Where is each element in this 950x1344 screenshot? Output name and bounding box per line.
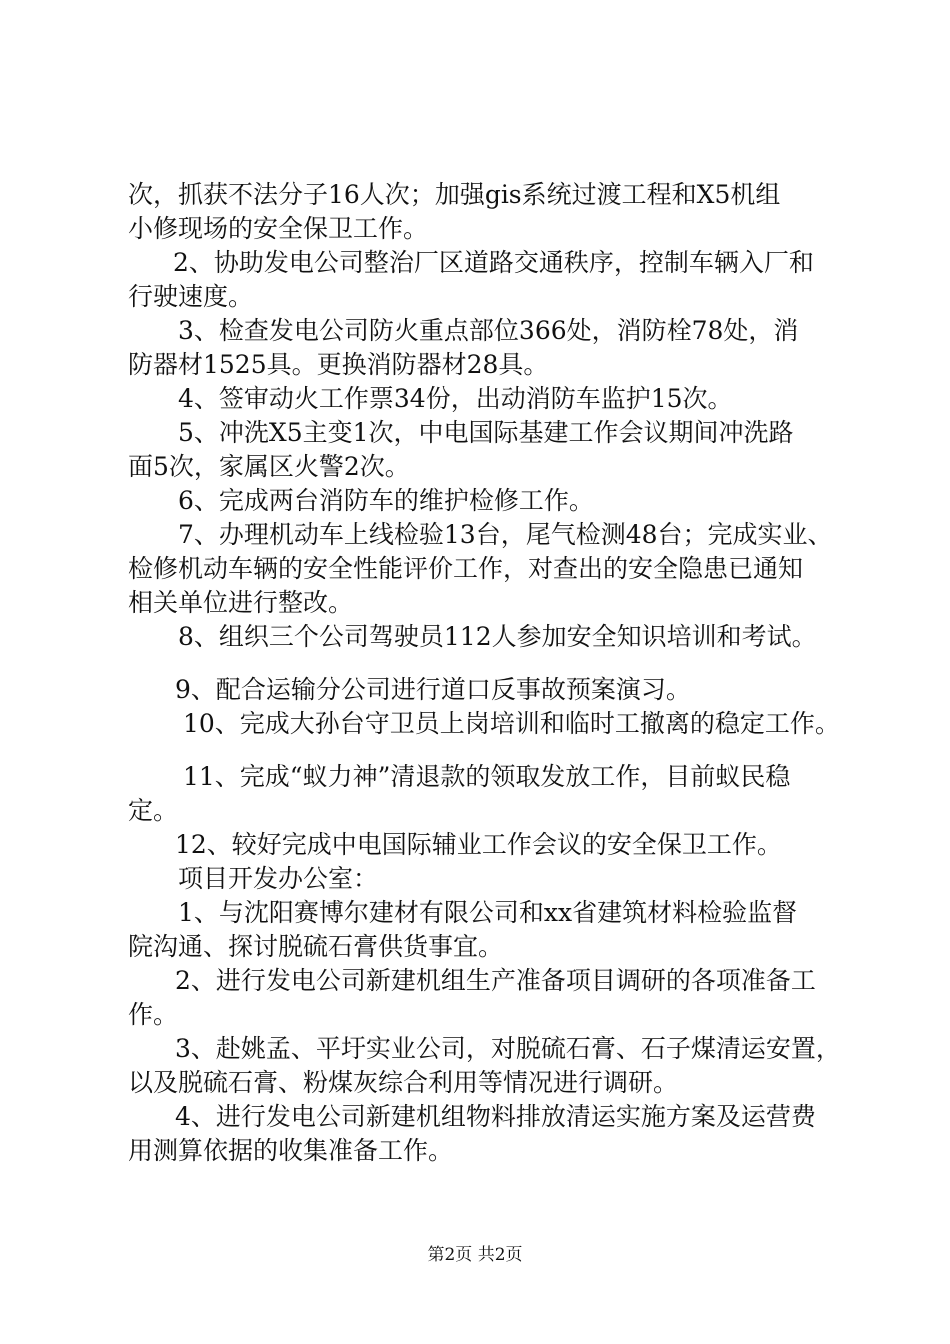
body-line: 防器材1525具。更换消防器材28具。 [128,350,549,379]
body-line: 1、与沈阳赛博尔建材有限公司和xx省建筑材料检验监督 [178,898,798,927]
body-line: 以及脱硫石膏、粉煤灰综合利用等情况进行调研。 [128,1068,679,1097]
page-number: 第2页 共2页 [427,1245,523,1265]
body-line: 相关单位进行整改。 [128,588,354,617]
body-line: 7、办理机动车上线检验13台，尾气检测48台；完成实业、 [178,520,833,549]
body-line: 2、进行发电公司新建机组生产准备项目调研的各项准备工 [175,966,816,995]
section-heading: 项目开发办公室： [178,864,379,893]
body-line: 作。 [128,1000,179,1029]
body-line: 3、检查发电公司防火重点部位366处，消防栓78处，消 [178,316,799,345]
body-line: 院沟通、探讨脱硫石膏供货事宜。 [128,932,504,961]
body-line: 检修机动车辆的安全性能评价工作，对查出的安全隐患已通知 [128,554,804,583]
body-line: 10、完成大孙台守卫员上岗培训和临时工撤离的稳定工作。 [183,709,840,738]
body-line: 5、冲洗X5主变1次，中电国际基建工作会议期间冲洗路 [178,418,794,447]
body-line: 12、较好完成中电国际辅业工作会议的安全保卫工作。 [175,830,782,859]
body-line: 行驶速度。 [128,282,254,311]
body-line: 11、完成“蚁力神”清退款的领取发放工作，目前蚁民稳 [183,762,791,791]
body-line: 6、完成两台消防车的维护检修工作。 [178,486,594,515]
body-line: 4、进行发电公司新建机组物料排放清运实施方案及运营费 [175,1102,816,1131]
body-line: 次，抓获不法分子16人次；加强gis系统过渡工程和X5机组 [128,180,781,209]
body-line: 小修现场的安全保卫工作。 [128,214,429,243]
body-line: 2、协助发电公司整治厂区道路交通秩序，控制车辆入厂和 [173,248,814,277]
body-line: 面5次，家属区火警2次。 [128,452,410,481]
body-line: 3、赴姚孟、平圩实业公司，对脱硫石膏、石子煤清运安置， [175,1034,841,1063]
body-line: 定。 [128,796,179,825]
body-line: 4、签审动火工作票34份，出动消防车监护15次。 [178,384,733,413]
body-line: 用测算依据的收集准备工作。 [128,1136,454,1165]
body-line: 9、配合运输分公司进行道口反事故预案演习。 [175,675,691,704]
body-line: 8、组织三个公司驾驶员112人参加安全知识培训和考试。 [178,622,817,651]
